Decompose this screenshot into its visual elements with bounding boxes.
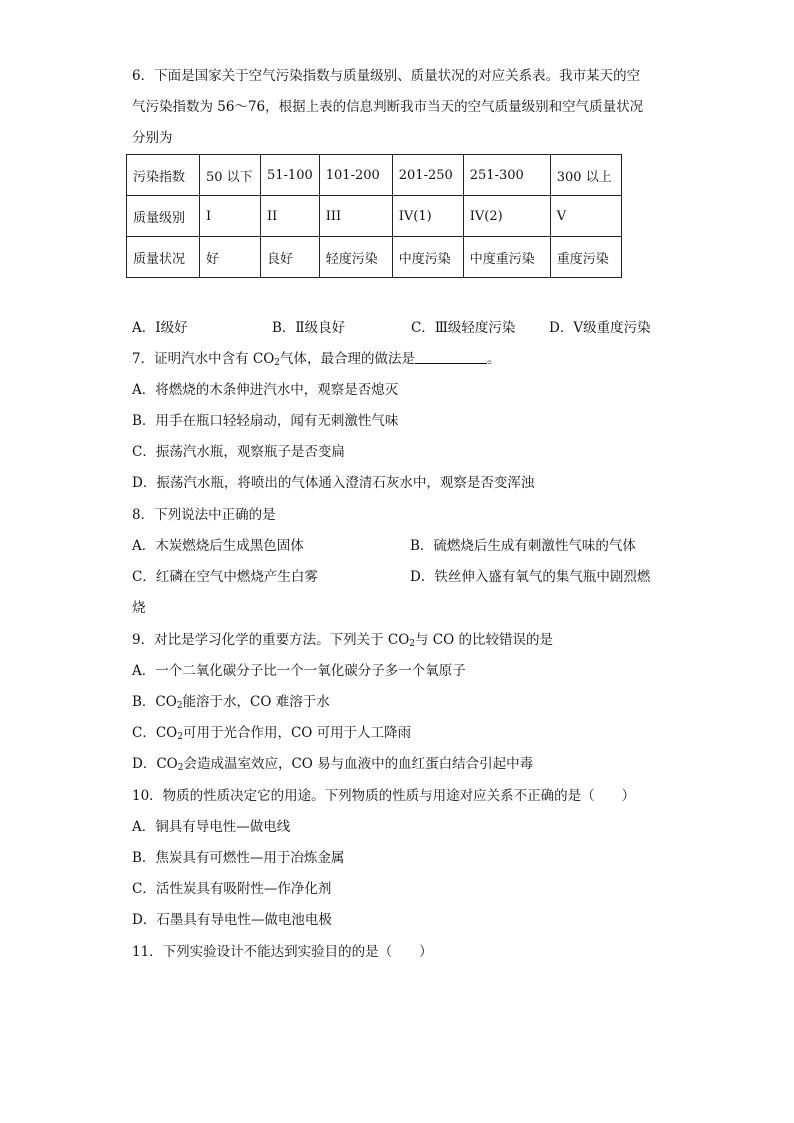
- q9-option-text: 会造成温室效应，CO 易与血液中的血红蛋白结合引起中毒: [183, 756, 534, 772]
- table-cell: 251-300: [463, 155, 550, 196]
- q8-option-b: B．硫燃烧后生成有刺激性气味的气体: [410, 538, 636, 554]
- subscript: 2: [274, 358, 281, 368]
- q9-option-text: 能溶于水，CO 难溶于水: [182, 694, 330, 710]
- q6-option-d: D．Ⅴ级重度污染: [549, 320, 651, 336]
- q9-option-text: C．CO: [132, 725, 178, 741]
- q9-option-c: [132, 723, 411, 743]
- q6-stem-line2: 气污染指数为 56～76，根据上表的信息判断我市当天的空气质量级别和空气质量状况: [132, 99, 644, 115]
- table-cell: III: [319, 196, 392, 237]
- table-cell: 重度污染: [550, 237, 621, 278]
- table-row: [127, 237, 622, 278]
- q7-stem-text: 。: [487, 351, 501, 367]
- q6-stem-line1: 6．下面是国家关于空气污染指数与质量级别、质量状况的对应关系表。我市某天的空: [132, 68, 641, 84]
- q9-option-a: A．一个二氧化碳分子比一个一氧化碳分子多一个氧原子: [132, 663, 466, 679]
- q8-option-a: A．木炭燃烧后生成黑色固体: [132, 538, 304, 554]
- q8-option-d-wrap: 烧: [132, 600, 146, 616]
- q9-option-text: D．CO: [132, 756, 178, 772]
- table-cell: 201-250: [392, 155, 463, 196]
- table-cell: 质量状况: [127, 237, 200, 278]
- table-cell: 50 以下: [200, 155, 261, 196]
- q6-option-a: A．Ⅰ级好: [132, 320, 188, 336]
- q10-stem: 10．物质的性质决定它的用途。下列物质的性质与用途对应关系不正确的是（ ）: [132, 788, 636, 804]
- q7-stem-text: 7．证明汽水中含有 CO: [132, 351, 275, 367]
- q9-option-text: 可用于光合作用，CO 可用于人工降雨: [182, 725, 412, 741]
- q10-option-c: C．活性炭具有吸附性—作净化剂: [132, 881, 332, 897]
- subscript: 2: [177, 763, 184, 773]
- table-cell: 好: [200, 237, 261, 278]
- q9-stem-text: 9．对比是学习化学的重要方法。下列关于 CO: [132, 632, 410, 648]
- q9-option-text: B．CO: [132, 694, 177, 710]
- q11-stem: 11．下列实验设计不能达到实验目的的是（ ）: [132, 944, 433, 960]
- table-cell: V: [550, 196, 621, 237]
- subscript: 2: [409, 639, 416, 649]
- table-cell: 101-200: [319, 155, 392, 196]
- q10-option-b: B．焦炭具有可燃性—用于冶炼金属: [132, 850, 345, 866]
- table-cell: 300 以上: [550, 155, 621, 196]
- table-cell: 轻度污染: [319, 237, 392, 278]
- q9-stem: [132, 630, 553, 650]
- table-cell: IV(2): [463, 196, 550, 237]
- table-cell: 良好: [261, 237, 320, 278]
- q10-option-d: D．石墨具有导电性—做电池电极: [132, 912, 332, 928]
- q7-option-a: A．将燃烧的木条伸进汽水中，观察是否熄灭: [132, 382, 399, 398]
- table-cell: 中度重污染: [463, 237, 550, 278]
- answer-blank: [415, 351, 487, 364]
- q7-option-b: B．用手在瓶口轻轻扇动，闻有无刺激性气味: [132, 413, 399, 429]
- q7-stem-text: 气体，最合理的做法是: [280, 351, 416, 367]
- q9-stem-text: 与 CO 的比较错误的是: [415, 632, 553, 648]
- q6-option-c: C．Ⅲ级轻度污染: [411, 320, 516, 336]
- q7-option-d: D．振荡汽水瓶，将喷出的气体通入澄清石灰水中，观察是否变浑浊: [132, 475, 535, 491]
- q7-stem: [132, 349, 501, 369]
- q8-option-d: D．铁丝伸入盛有氧气的集气瓶中剧烈燃: [410, 569, 651, 585]
- q9-option-d: [132, 754, 533, 774]
- table-row: [127, 196, 622, 237]
- table-row: [127, 155, 622, 196]
- air-quality-table: [126, 154, 622, 278]
- q10-option-a: A．铜具有导电性—做电线: [132, 819, 291, 835]
- table-cell: 质量级别: [127, 196, 200, 237]
- q6-stem-line3: 分别为: [132, 130, 173, 146]
- q8-stem: 8．下列说法中正确的是: [132, 507, 276, 523]
- table-cell: IV(1): [392, 196, 463, 237]
- table-cell: 中度污染: [392, 237, 463, 278]
- table-cell: 污染指数: [127, 155, 200, 196]
- table-cell: II: [261, 196, 320, 237]
- subscript: 2: [177, 732, 183, 742]
- table-cell: 51-100: [261, 155, 320, 196]
- q8-option-c: C．红磷在空气中燃烧产生白雾: [132, 569, 318, 585]
- table-cell: I: [200, 196, 261, 237]
- q7-option-c: C．振荡汽水瓶，观察瓶子是否变扁: [132, 444, 345, 460]
- subscript: 2: [176, 701, 183, 711]
- q6-option-b: B．Ⅱ级良好: [272, 320, 346, 336]
- q9-option-b: [132, 692, 330, 712]
